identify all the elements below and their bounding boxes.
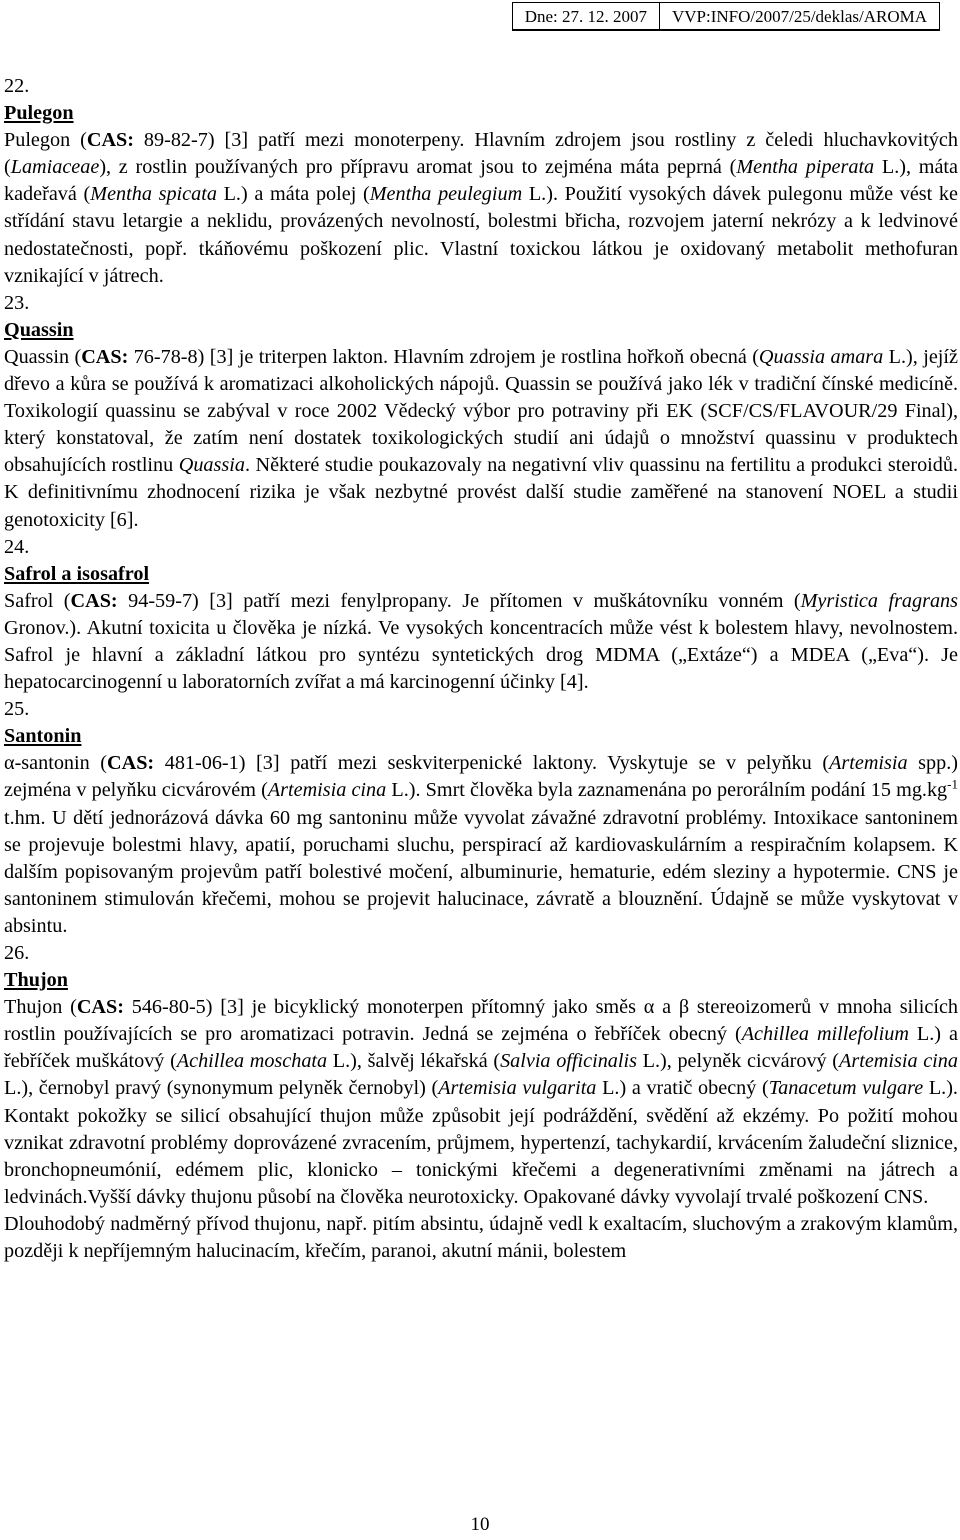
section [4,73,958,290]
paragraph [4,127,958,290]
document-body [4,73,958,1265]
text-run: 94-59-7) [3] patří mezi fenylpropany. Je přítomen v muškátovníku vonném ( [117,589,801,612]
text-run: L.). Použití vysokých dávek pulegonu může vést ke střídání stavu letargie a neklidu, provázených nevolností, bolestmi břicha, rozvojem jaterní nekrózy a k ledvinové nedostatečnosti, popř. tkáňovému poškození plic. Vlastní toxickou látkou je oxidovaný metabolit methofuran vznikající v játrech. [4,183,958,287]
text-run: 481-06-1) [3] patří mezi seskviterpenické laktony. Vyskytuje se v pelyňku ( [154,752,830,775]
section-title: Santonin [4,725,82,748]
text-run: Pulegon ( [4,129,87,152]
header-reference: VVP:INFO/2007/25/deklas/AROMA [659,3,939,29]
text-run: L.), jejíž dřevo a kůra se používá k aromatizaci alkoholických nápojů. Quassin se používá jako lék v tradiční čínské medicíně. Toxikologií quassinu se zabýval v roce 2002 Vědecký výbor pro potraviny při EK (SCF/CS/FLAVOUR/29 Final), který konstatoval, že zatím není dostatek toxikologických studií ani údajů o množství quassinu v produktech obsahujících rostlinu [4,345,958,477]
section-title: Quassin [4,318,74,341]
italic-term: Artemisia vulgarita [438,1077,597,1100]
text-run: Safrol ( [4,589,71,612]
italic-term: Quassia [178,454,245,477]
page-number: 10 [470,1514,490,1535]
paragraph [4,994,958,1211]
text-run: 546-80-5) [3] je bicyklický monoterpen přítomný jako směs α a β stereoizomerů v mnoha silicích rostlin používajících se pro aromatizaci potravin. Jedná se zejména o řebříček obecný ( [4,996,958,1046]
italic-term: Artemisia [829,752,908,775]
section-number: 23. [4,291,30,314]
italic-term: Mentha piperata [736,156,875,179]
text-run: L.), pelyněk cicvárový ( [636,1050,840,1073]
italic-term: Lamiaceae [10,156,100,179]
bold-term: CAS: [86,129,134,152]
italic-term: Artemisia cina [267,779,387,802]
section [4,696,958,940]
text-run: L.). Smrt člověka byla zaznamenána po perorálním podání 15 mg.kg [386,779,948,802]
bold-term: CAS: [107,752,155,775]
section-title: Safrol a isosafrol [4,562,150,585]
section-title: Thujon [4,969,68,992]
italic-term: Myristica fragrans [800,589,959,612]
text-run: spp.) zejména v pelyňku cicvárovém ( [4,752,958,802]
text-run: ), z rostlin používaných pro přípravu aromat jsou to zejména máta peprná ( [99,156,737,179]
text-run: L.) a řebříček muškátový ( [4,1023,958,1073]
section-number: 26. [4,942,30,964]
paragraph [4,750,958,940]
italic-term: Mentha spicata [90,183,217,206]
header-date: Dne: 27. 12. 2007 [524,7,647,26]
italic-term: Achillea moschata [176,1050,328,1073]
paragraph [4,344,958,534]
text-run: L.), máta kadeřavá ( [4,156,958,206]
text-run: . Některé studie poukazovaly na negativní vliv quassinu na fertilitu a produkci steroidů. K definitivnímu zhodnocení rizika je však nezbytné provést další studie zaměřené na stanovení NOEL a studii genotoxicity [6]. [4,454,959,531]
italic-term: Salvia officinalis [500,1050,637,1073]
paragraph [4,588,958,696]
bold-term: CAS: [70,589,118,612]
section [4,940,958,1265]
text-run: 76-78-8) [3] je triterpen lakton. Hlavním zdrojem je rostlina hořkoň obecná ( [128,345,759,368]
text-run: Gronov.). Akutní toxicita u člověka je nízká. Ve vysokých koncentracích může vést k bolestem hlavy, nevolnostem. Safrol je hlavní a základní látkou pro syntézu syntetických drog MDMA („Extáze“) a MDEA („Eva“). Je hepatocarcinogenní u laboratorních zvířat a má karcinogenní účinky [4]. [4,616,958,694]
italic-term: Artemisia cina [839,1050,958,1073]
text-run: 89-82-7) [3] patří mezi monoterpeny. Hlavním zdrojem jsou rostliny z čeledi hluchavkovitých ( [4,129,958,179]
text-run: L.) a vratič obecný ( [596,1077,769,1100]
text-run: Dlouhodobý nadměrný přívod thujonu, např. pitím absintu, údajně vedl k exaltacím, sluchovým a zrakovým klamům, později k nepříjemným halucinacím, křečím, paranoi, akutní mánii, bolestem [4,1212,958,1263]
text-run: L.). Kontakt pokožky se silicí obsahující thujon může způsobit její podráždění, svědění až ekzémy. Po požití mohou vznikat zdravotní problémy doprovázené zvracením, průjmem, hypertenzí, tachykardií, krvácením žaludeční sliznice, bronchopneumónií, edémem plic, klonicko – tonickými křečemi a degenerativními změnami na játrech a ledvinách.Vyšší dávky thujonu působí na člověka neurotoxicky. Opakované dávky vyvolají trvalé poškození CNS. [4,1077,958,1208]
italic-term: Tanacetum vulgare [768,1077,924,1100]
text-run: L.), šalvěj lékařská ( [327,1050,501,1073]
section-number: 22. [4,75,30,97]
section [4,290,958,534]
italic-term: Quassia amara [758,345,884,368]
italic-term: Achillea millefolium [741,1023,909,1046]
text-run: L.) a máta polej ( [216,183,370,206]
text-run: Quassin ( [4,345,82,368]
text-run: α-santonin ( [4,752,108,775]
italic-term: Mentha peulegium [369,183,523,206]
text-run: Thujon ( [4,996,77,1019]
paragraph [4,1211,958,1265]
text-run: L.), černobyl pravý (synonymum pelyněk černobyl) ( [4,1077,439,1100]
superscript: -1 [947,776,958,792]
section-number: 24. [4,535,30,558]
bold-term: CAS: [81,345,129,368]
document-header [512,2,940,31]
text-run: t.hm. U dětí jednorázová dávka 60 mg santoninu může vyvolat závažné zdravotní problémy. Intoxikace santoninem se projevuje bolestmi hlavy, apatií, poruchami sluchu, perspirací až kardiovaskulárním a respiračním kolapsem. K dalším popisovaným projevům patří bolestivé močení, albuminurie, hematurie, edém sleziny a hypotermie. CNS je santoninem stimulován křečemi, mohou se projevit halucinace, závratě a blouznění. Údajně se může vyskytovat v absintu. [4,806,958,937]
bold-term: CAS: [76,996,124,1019]
section-title: Pulegon [4,102,74,125]
section [4,534,958,697]
section-number: 25. [4,698,30,721]
